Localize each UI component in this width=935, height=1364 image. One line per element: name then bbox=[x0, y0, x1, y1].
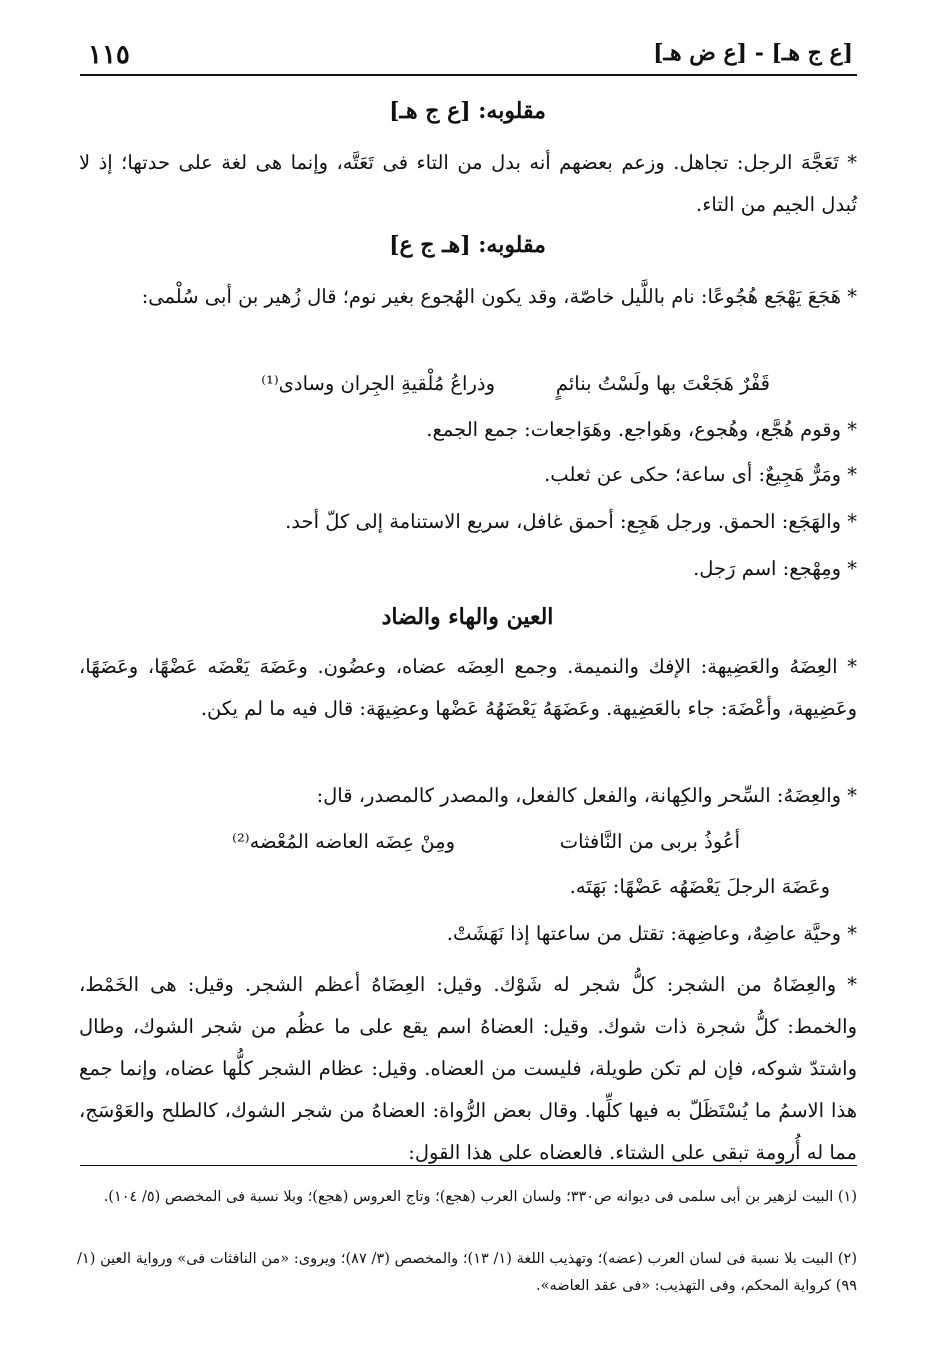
footnote: (٢) البيت بلا نسبة فى لسان العرب (عضه)؛ وتهذيب اللغة (١/ ١٣)؛ والمخصص (٣/ ٨٧)؛ ويروى: «من النافثات فى» ورواية العين (١/ ٩٩) كرواية المحكم، وفى التهذيب: «فى عقد العاضه». bbox=[77, 1251, 858, 1294]
text-line: * والهَجَع: الحمق. ورجل هَجِع: أحمق غافل، سريع الاستنامة إلى كلّ أحد. bbox=[285, 510, 857, 533]
footnote-rule bbox=[80, 1165, 857, 1166]
text-line: * والعِضَهُ: السِّحر والكِهانة، والفعل كالفعل، والمصدر كالمصدر، قال: bbox=[316, 784, 857, 807]
verse-first-hemistich: قَفْرٌ هَجَعْتَ بها ولَسْتُ بنائمٍ bbox=[555, 372, 770, 395]
section-heading: مقلوبه: [ع ج هـ] bbox=[389, 98, 546, 124]
text-line: * ومِهْجع: اسم رَجل. bbox=[693, 557, 857, 580]
text-line: * وقوم هُجَّع، وهُجوع، وهَواجع. وهَوَاجعات: جمع الجمع. bbox=[426, 418, 857, 441]
text-line: * وحيَّة عاضِهٌ، وعاضِهة: تقتل من ساعتها إذا نَهَشَتْ. bbox=[446, 922, 857, 945]
verse-first-hemistich: أعُوذُ بربى من النَّافثات bbox=[559, 830, 740, 853]
text-line: * ومَرٌّ هَجِيعٌ: أى ساعة؛ حكى عن ثعلب. bbox=[544, 463, 857, 486]
verse-second-hemistich: ومِنْ عِضَه العاضه المُعْضه⁽²⁾ bbox=[232, 830, 455, 853]
page-number: ١١٥ bbox=[88, 40, 130, 70]
paragraph: * تَعَجَّهَ الرجل: تجاهل. وزعم بعضهم أنه بدل من التاء فى تَعَتَّه، وإنما هى لغة على حدتها؛ إذ لا تُبدل الجيم من التاء. bbox=[79, 151, 857, 216]
section-heading: العين والهاء والضاد bbox=[381, 604, 554, 630]
verse-second-hemistich: وذراعُ مُلْقيةِ الجِران وسادى⁽¹⁾ bbox=[261, 372, 495, 395]
header-rule bbox=[80, 74, 857, 76]
section-heading: مقلوبه: [هـ ج ع] bbox=[389, 232, 546, 258]
paragraph: * هَجَعَ يَهْجَع هُجُوعًا: نام باللَّيل خاصّة، وقد يكون الهُجوع بغير نوم؛ قال زُهير بن أبى سُلْمى: bbox=[141, 285, 857, 308]
running-title: [ع ج هـ] - [ع ض هـ] bbox=[653, 40, 853, 66]
paragraph: * والعِضَاهُ من الشجر: كلُّ شجر له شَوْك. وقيل: العِضَاهُ أعظم الشجر. وقيل: هى الخَمْط، والخمط: كلُّ شجرة ذات شوك. وقيل: العضاهُ اسم يقع على ما عظُم من شجر الشوك، وطال واشتدّ شوكه، فإن لم تكن طويلة، فليست من العضاه. وقيل: عظام الشجر كلُّها عضاه، وإنما جمع هذا الاسمُ ما يُسْتَظَلّ به فيها كلِّها. وقال بعض الرُّواة: العضاهُ من شجر الشوك، كالطلح والعَوْسَج، مما له أُرومة تبقى على الشتاء. فالعضاه على هذا القول: bbox=[79, 973, 857, 1164]
paragraph: * العِضَهُ والعَضِيهة: الإفك والنميمة. وجمع العِضَه عضاه، وعضُون. وعَضَهَ يَعْضَه عَضْهًا، وعَضَهًا، وعَضِيهة، وأعْضَهَ: جاء بالعَضِيهة. وعَضَهَهُ يَعْضَهُهُ عَضْها وعضِيهَة: قال فيه ما لم يكن. bbox=[79, 655, 857, 720]
footnote: (١) البيت لزهير بن أبى سلمى فى ديوانه ص٣٣٠؛ ولسان العرب (هجع)؛ وتاج العروس (هجع)؛ وبلا نسبة فى المخصص (٥/ ١٠٤). bbox=[103, 1189, 857, 1205]
text-line: وعَضَهَ الرجلَ يَعْضَهُه عَضْهًا: بَهَتَه. bbox=[569, 875, 830, 898]
